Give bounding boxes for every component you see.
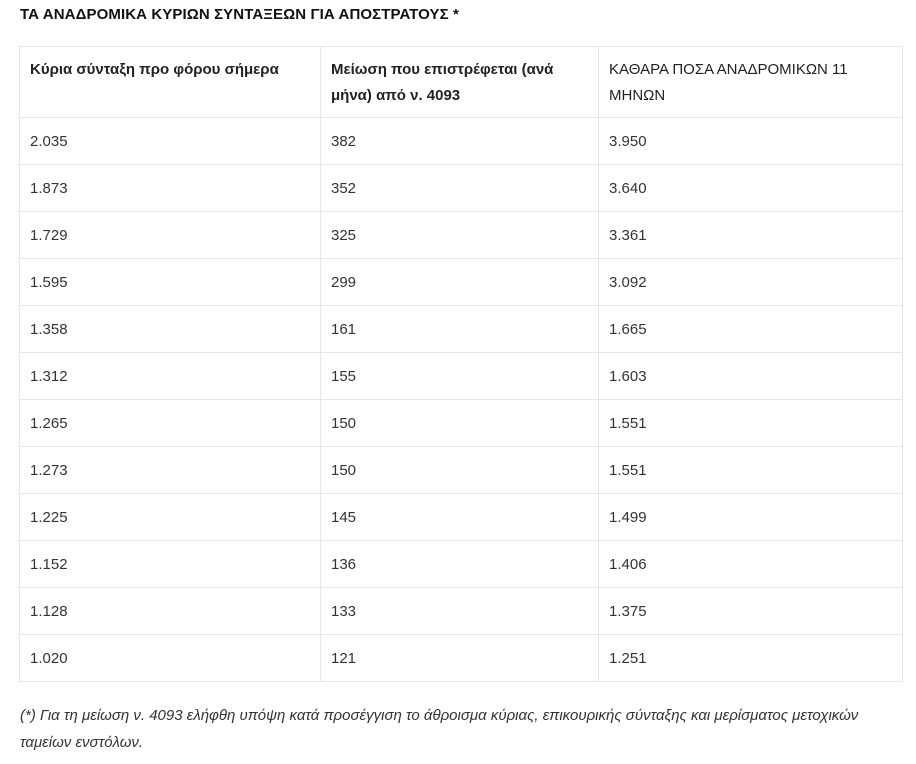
header-net-arrears: ΚΑΘΑΡΑ ΠΟΣΑ ΑΝΑΔΡΟΜΙΚΩΝ 11 ΜΗΝΩΝ bbox=[599, 47, 903, 118]
table-body bbox=[20, 118, 903, 682]
header-reduction-returned: Μείωση που επιστρέφεται (ανά μήνα) από ν. 4093 bbox=[321, 47, 599, 118]
cell-net-arrears: 3.640 bbox=[599, 165, 903, 212]
cell-net-arrears: 1.499 bbox=[599, 494, 903, 541]
cell-main-pension: 1.128 bbox=[20, 588, 321, 635]
cell-main-pension: 1.273 bbox=[20, 447, 321, 494]
cell-net-arrears: 1.406 bbox=[599, 541, 903, 588]
table-row bbox=[20, 212, 903, 259]
cell-main-pension: 1.595 bbox=[20, 259, 321, 306]
cell-reduction: 121 bbox=[321, 635, 599, 682]
cell-reduction: 382 bbox=[321, 118, 599, 165]
table-row bbox=[20, 306, 903, 353]
cell-main-pension: 1.312 bbox=[20, 353, 321, 400]
footnote: (*) Για τη μείωση ν. 4093 ελήφθη υπόψη κατά προσέγγιση το άθροισμα κύριας, επικουρικής σύνταξης και μερίσματος μετοχικών ταμείων ενστόλων. bbox=[20, 707, 859, 751]
header-main-pension: Κύρια σύνταξη προ φόρου σήμερα bbox=[20, 47, 321, 118]
table-row bbox=[20, 259, 903, 306]
table-row bbox=[20, 447, 903, 494]
cell-net-arrears: 1.665 bbox=[599, 306, 903, 353]
table-row bbox=[20, 588, 903, 635]
cell-main-pension: 1.152 bbox=[20, 541, 321, 588]
cell-net-arrears: 1.551 bbox=[599, 447, 903, 494]
cell-reduction: 352 bbox=[321, 165, 599, 212]
cell-main-pension: 1.225 bbox=[20, 494, 321, 541]
cell-main-pension: 1.873 bbox=[20, 165, 321, 212]
cell-reduction: 155 bbox=[321, 353, 599, 400]
cell-reduction: 133 bbox=[321, 588, 599, 635]
table-row bbox=[20, 165, 903, 212]
table-row bbox=[20, 118, 903, 165]
cell-net-arrears: 3.092 bbox=[599, 259, 903, 306]
cell-net-arrears: 1.251 bbox=[599, 635, 903, 682]
cell-net-arrears: 3.950 bbox=[599, 118, 903, 165]
page-title: ΤΑ ΑΝΑΔΡΟΜΙΚΑ ΚΥΡΙΩΝ ΣΥΝΤΑΞΕΩΝ ΓΙΑ ΑΠΟΣΤΡΑΤΟΥΣ * bbox=[20, 6, 459, 23]
table-row bbox=[20, 635, 903, 682]
cell-main-pension: 1.358 bbox=[20, 306, 321, 353]
table-row bbox=[20, 353, 903, 400]
cell-net-arrears: 1.603 bbox=[599, 353, 903, 400]
cell-reduction: 299 bbox=[321, 259, 599, 306]
cell-net-arrears: 1.551 bbox=[599, 400, 903, 447]
pension-arrears-table bbox=[19, 46, 903, 682]
cell-reduction: 150 bbox=[321, 400, 599, 447]
cell-reduction: 161 bbox=[321, 306, 599, 353]
cell-reduction: 325 bbox=[321, 212, 599, 259]
table-row bbox=[20, 494, 903, 541]
cell-reduction: 145 bbox=[321, 494, 599, 541]
cell-net-arrears: 3.361 bbox=[599, 212, 903, 259]
cell-reduction: 150 bbox=[321, 447, 599, 494]
cell-main-pension: 1.020 bbox=[20, 635, 321, 682]
cell-main-pension: 2.035 bbox=[20, 118, 321, 165]
cell-reduction: 136 bbox=[321, 541, 599, 588]
cell-net-arrears: 1.375 bbox=[599, 588, 903, 635]
table-header-row bbox=[20, 47, 903, 118]
cell-main-pension: 1.729 bbox=[20, 212, 321, 259]
table-row bbox=[20, 400, 903, 447]
cell-main-pension: 1.265 bbox=[20, 400, 321, 447]
table-row bbox=[20, 541, 903, 588]
